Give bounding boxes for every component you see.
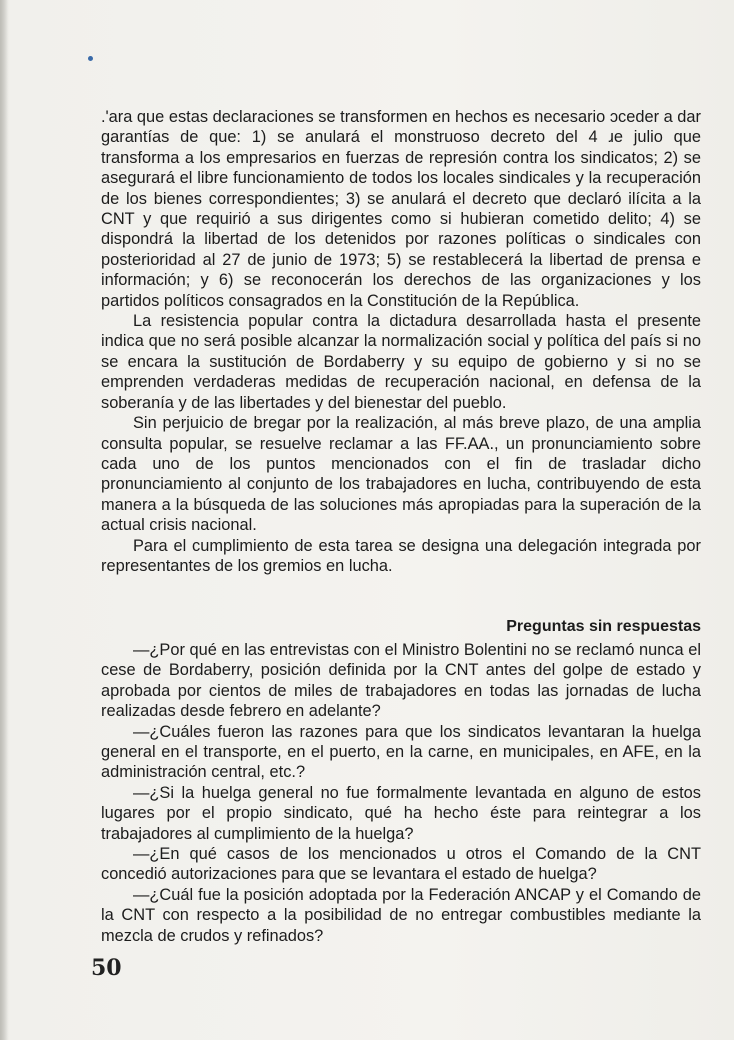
- question-item: —¿Cuál fue la posición adoptada por la Federación ANCAP y el Comando de la CNT con respecto a la posibilidad de no entregar combustibles mediante la mezcla de crudos y refinados?: [101, 885, 701, 945]
- section-heading: Preguntas sin respuestas: [506, 618, 701, 635]
- paragraph-delegation: Para el cumplimiento de esta tarea se designa una delegación integrada por representantes de los gremios en lucha.: [101, 536, 701, 575]
- question-item: —¿Si la huelga general no fue formalmente levantada en alguno de estos lugares por el propio sindicato, qué ha hecho éste para reintegrar a los trabajadores al cumplimiento de la huelga?: [101, 783, 701, 843]
- ink-speck: [88, 56, 93, 61]
- question-item: —¿Cuáles fueron las razones para que los sindicatos levantaran la huelga general en el transporte, en el puerto, en la carne, en municipales, en AFE, en la administración central, etc.?: [101, 722, 701, 782]
- paragraph-guarantees: .'ara que estas declaraciones se transformen en hechos es necesario ɔceder a dar garantías de que: 1) se anulará el monstruoso decreto del 4 ɹe julio que transforma a los empresarios en fuerzas de represión contra los sindicatos; 2) se asegurará el libre funcionamiento de todos los locales sindicales y la recuperación de los bienes correspondientes; 3) se anulará el decreto que declaró ilícita a la CNT y que requirió a sus dirigentes como si hubieran cometido delito; 4) se dispondrá la libertad de los detenidos por razones políticas o sindicales con posterioridad al 27 de junio de 1973; 5) se restablecerá la libertad de prensa e información; y 6) se reconocerán los derechos de las organizaciones y los partidos políticos consagrados en la Constitución de la República.: [101, 108, 701, 310]
- paragraph-resistance: La resistencia popular contra la dictadura desarrollada hasta el presente indica que no será posible alcanzar la normalización social y política del país si no se encara la sustitución de Bordaberry y su equipo de gobierno y si no se emprenden verdaderas medidas de recuperación nacional, en defensa de la soberanía y de las libertades y del bienestar del pueblo.: [101, 312, 701, 412]
- body-text: [101, 107, 701, 576]
- page-number: 50: [91, 955, 122, 981]
- paragraph-consultation: Sin perjuicio de bregar por la realización, al más breve plazo, de una amplia consulta popular, se resuelve reclamar a las FF.AA., un pronunciamiento sobre cada uno de los puntos mencionados con el fin de trasladar dicho pronunciamiento al conjunto de los trabajadores en lucha, contribuyendo de esta manera a la búsqueda de las soluciones más apropiadas para la superación de la actual crisis nacional.: [101, 414, 701, 535]
- page-gutter-shadow: [0, 0, 8, 1040]
- question-item: —¿En qué casos de los mencionados u otros el Comando de la CNT concedió autorizaciones para que se levantara el estado de huelga?: [101, 845, 701, 884]
- questions-list: [101, 640, 701, 946]
- question-item: —¿Por qué en las entrevistas con el Ministro Bolentini no se reclamó nunca el cese de Bordaberry, posición definida por la CNT antes del golpe de estado y aprobada por cientos de miles de trabajadores en todas las jornadas de lucha realizadas desde febrero en adelante?: [101, 641, 701, 721]
